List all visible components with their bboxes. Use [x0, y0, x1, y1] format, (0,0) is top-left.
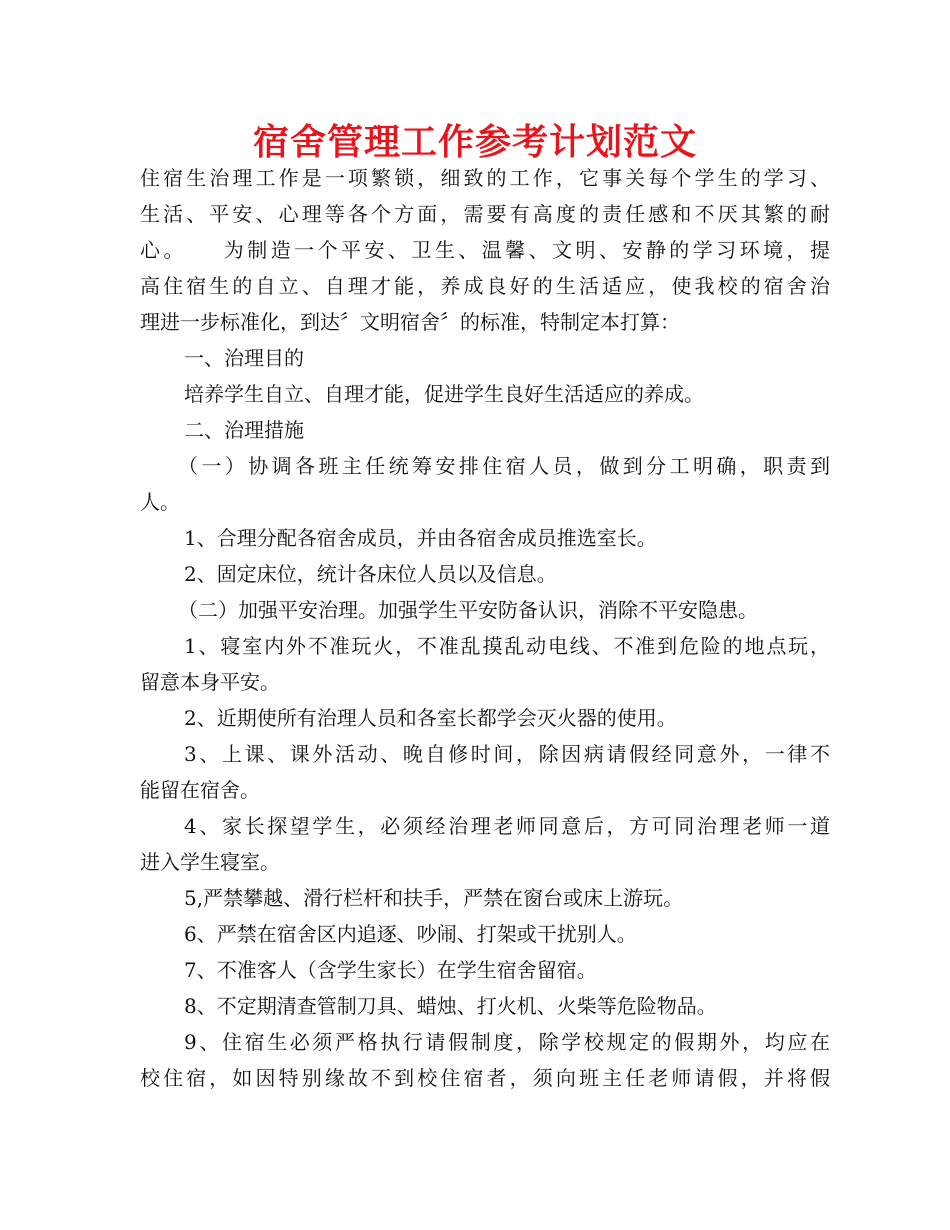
list-item-continuation: 校住宿，如因特别缘故不到校住宿者，须向班主任老师请假，并将假: [140, 1066, 830, 1090]
list-item: 6、严禁在宿舍区内追逐、吵闹、打架或干扰别人。: [184, 922, 637, 946]
list-item: 4、家长探望学生，必须经治理老师同意后，方可同治理老师一道: [184, 814, 830, 838]
list-item: 1、合理分配各宿舍成员，并由各宿舍成员推选室长。: [184, 526, 657, 550]
list-item: 2、近期使所有治理人员和各室长都学会灭火器的使用。: [184, 706, 677, 730]
paragraph-line: （一）协调各班主任统筹安排住宿人员，做到分工明确，职责到: [178, 454, 830, 478]
paragraph-line: （二）加强平安治理。加强学生平安防备认识，消除不平安隐患。: [178, 598, 758, 622]
paragraph-line: 高住宿生的自立、自理才能，养成良好的生活适应，使我校的宿舍治: [140, 274, 830, 298]
list-item: 1、寝室内外不准玩火，不准乱摸乱动电线、不准到危险的地点玩，: [184, 634, 830, 658]
list-item: 5,严禁攀越、滑行栏杆和扶手，严禁在窗台或床上游玩。: [184, 886, 684, 910]
section-heading: 一、治理目的: [184, 346, 304, 370]
paragraph-line: 心。 为制造一个平安、卫生、温馨、文明、安静的学习环境，提: [140, 238, 830, 262]
list-item: 8、不定期清查管制刀具、蜡烛、打火机、火柴等危险物品。: [184, 994, 717, 1018]
document-body: [140, 160, 830, 1096]
list-item: 2、固定床位，统计各床位人员以及信息。: [184, 562, 557, 586]
document-title: 宿舍管理工作参考计划范文: [252, 121, 697, 163]
list-item-continuation: 能留在宿舍。: [140, 778, 260, 802]
paragraph-line: 生活、平安、心理等各个方面，需要有高度的责任感和不厌其繁的耐: [140, 202, 830, 226]
list-item-continuation: 留意本身平安。: [140, 670, 280, 694]
paragraph-line: 理进一步标准化，到达〞文明宿舍〞的标准，特制定本打算：: [140, 310, 680, 334]
list-item: 3、上课、课外活动、晚自修时间，除因病请假经同意外，一律不: [184, 742, 830, 766]
paragraph-line: 培养学生自立、自理才能，促进学生良好生活适应的养成。: [184, 382, 704, 406]
paragraph-line: 人。: [140, 490, 180, 514]
list-item-continuation: 进入学生寝室。: [140, 850, 280, 874]
list-item: 7、不准客人（含学生家长）在学生宿舍留宿。: [184, 958, 597, 982]
paragraph-line: 住宿生治理工作是一项繁锁，细致的工作，它事关每个学生的学习、: [140, 166, 830, 190]
list-item: 9、住宿生必须严格执行请假制度，除学校规定的假期外，均应在: [184, 1030, 830, 1054]
section-heading: 二、治理措施: [184, 418, 304, 442]
